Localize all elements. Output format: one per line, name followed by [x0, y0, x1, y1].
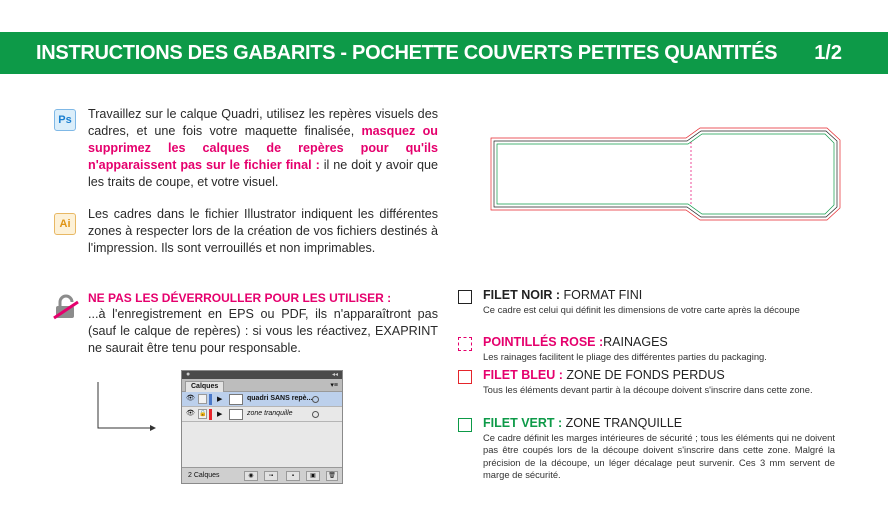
- legend-bleu-title: [483, 368, 725, 382]
- legend-bleu-value: ZONE DE FONDS PERDUS: [562, 368, 725, 382]
- make-clipping-mask-icon[interactable]: ▫▪: [264, 471, 278, 481]
- page-title: INSTRUCTIONS DES GABARITS - POCHETTE COUVERTS PETITES QUANTITÉS: [36, 42, 778, 64]
- photoshop-text-1: Travaillez sur le calque Quadri, utilisez les repères visuels des cadres, et une fois votre maquette finalisée,: [88, 107, 438, 138]
- panel-menu-icon[interactable]: ▾≡: [330, 382, 338, 389]
- legend-vert-value: ZONE TRANQUILLE: [562, 416, 683, 430]
- delete-layer-icon[interactable]: 🗑: [326, 471, 338, 481]
- legend-vert-key: FILET VERT :: [483, 416, 563, 430]
- photoshop-text-2: il ne doit y avoir que les traits de coupe, et votre visuel.: [88, 158, 439, 189]
- expand-triangle-icon[interactable]: ▶: [217, 411, 223, 418]
- panel-close-icon[interactable]: ●: [186, 371, 191, 378]
- header-banner: [0, 32, 888, 74]
- legend-rose-key: POINTILLÉS ROSE :: [483, 335, 604, 349]
- page-number: 1/2: [814, 42, 842, 64]
- layer-color-indicator: [209, 394, 212, 405]
- arrow-icon: [96, 380, 158, 434]
- legend-rose-desc: Les rainages facilitent le pliage des différentes parties du packaging.: [483, 351, 767, 362]
- layer-color-indicator: [209, 409, 212, 420]
- layer-target-icon[interactable]: [312, 396, 319, 403]
- photoshop-highlight: masquez ou supprimez les calques de repères pour qu'ils n'apparaissent pas sur le fichier final :: [88, 124, 438, 172]
- layer-name[interactable]: quadri SANS repè...: [247, 395, 313, 402]
- legend-rose-title: [483, 335, 668, 349]
- layers-count: 2 Calques: [188, 472, 220, 479]
- new-layer-icon[interactable]: ▣: [306, 471, 320, 481]
- layer-name[interactable]: zone tranquille: [247, 410, 293, 417]
- panel-footer: [182, 467, 342, 483]
- lock-icon[interactable]: 🔒: [199, 411, 207, 417]
- layer-thumbnail: [229, 409, 243, 420]
- panel-titlebar: [182, 371, 342, 379]
- legend-pink-swatch: [458, 337, 472, 351]
- legend-black-swatch: [458, 290, 472, 304]
- tab-calques[interactable]: Calques: [185, 381, 224, 392]
- legend-red-swatch: [458, 370, 472, 384]
- legend-bleu-key: FILET BLEU :: [483, 368, 563, 382]
- unlock-forbidden-icon: [52, 294, 80, 320]
- legend-vert-desc: Ce cadre définit les marges intérieures de sécurité ; tous les éléments qui ne doivent pas être coupés lors de la découpe doivent s'inscrire dans cette zone. Malgré la précision de la découpe, un léger décalage peut survenir. Ces 3 mm servent de marge de sécurité.: [483, 432, 835, 481]
- new-sublayer-icon[interactable]: ▪: [286, 471, 300, 481]
- layers-panel: [181, 370, 343, 484]
- visibility-eye-icon[interactable]: 👁: [186, 395, 195, 402]
- legend-noir-value: FORMAT FINI: [560, 288, 643, 302]
- panel-collapse-icon[interactable]: ◂◂: [331, 372, 338, 378]
- illustrator-icon: Ai: [54, 213, 76, 235]
- legend-rose-value: RAINAGES: [603, 335, 668, 349]
- layer-target-icon[interactable]: [312, 411, 319, 418]
- lock-toggle[interactable]: [198, 394, 207, 404]
- visibility-eye-icon[interactable]: 👁: [186, 410, 195, 417]
- dieline-illustration: [486, 126, 846, 222]
- layer-row-quadri[interactable]: [182, 392, 342, 407]
- warning-title: NE PAS LES DÉVERROULLER POUR LES UTILISER :: [88, 291, 392, 305]
- layer-row-zone-tranquille[interactable]: [182, 407, 342, 422]
- legend-noir-desc: Ce cadre est celui qui définit les dimensions de votre carte après la découpe: [483, 304, 800, 315]
- legend-noir-title: [483, 288, 642, 302]
- photoshop-instructions: [88, 106, 438, 191]
- locate-object-icon[interactable]: ◉: [244, 471, 258, 481]
- legend-noir-key: FILET NOIR :: [483, 288, 561, 302]
- illustrator-instructions: Les cadres dans le fichier Illustrator indiquent les différentes zones à respecter lors de la création de vos fichiers destinés à l'impression. Ils sont verrouillés et non imprimables.: [88, 207, 438, 255]
- layer-thumbnail: [229, 394, 243, 405]
- legend-vert-title: [483, 416, 682, 430]
- legend-bleu-desc: Tous les éléments devant partir à la découpe doivent s'inscrire dans cette zone.: [483, 384, 813, 395]
- photoshop-icon: Ps: [54, 109, 76, 131]
- warning-text: ...à l'enregistrement en EPS ou PDF, ils n'apparaîtront pas (sauf le calque de repères) : si vous les réactivez, EXAPRINT ne saurait être tenu pour responsable.: [88, 307, 438, 355]
- expand-triangle-icon[interactable]: ▶: [217, 396, 223, 403]
- legend-green-swatch: [458, 418, 472, 432]
- panel-tabbar: [182, 379, 342, 392]
